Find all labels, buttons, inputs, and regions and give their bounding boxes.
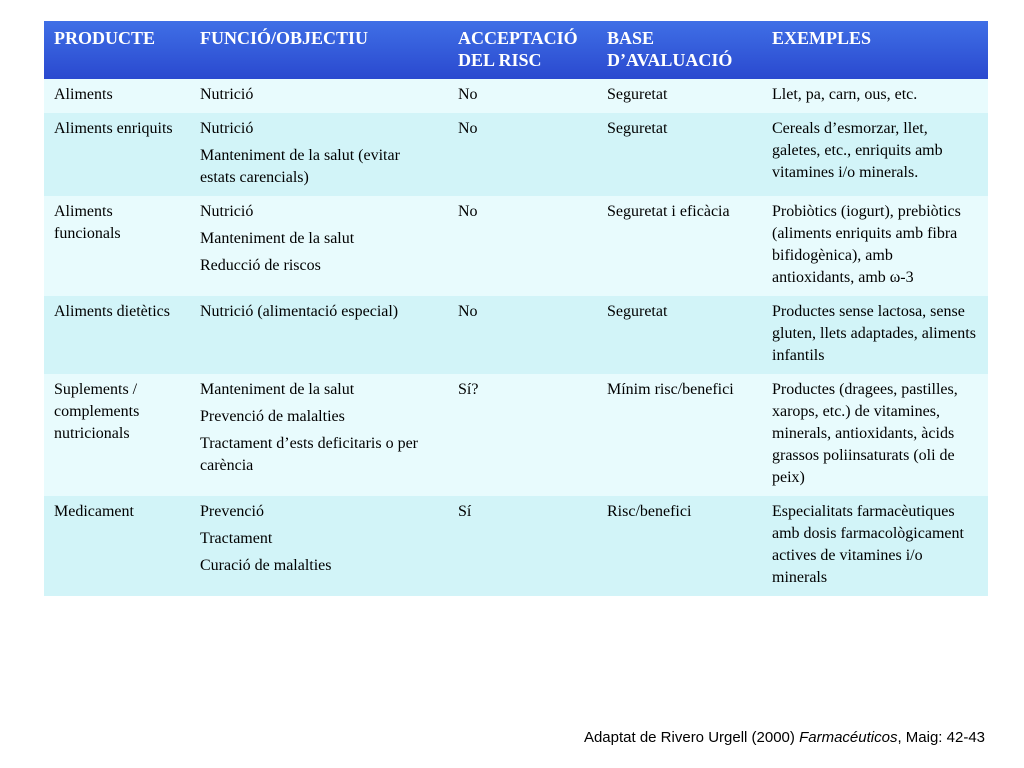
source-journal: Farmacéuticos (799, 729, 898, 746)
header-funcio-objectiu: FUNCIÓ/OBJECTIU (200, 28, 369, 48)
cell-exemples: Probiòtics (iogurt), prebiòtics (aliments enriquits amb fibra bifidogènica), amb antioxidants, amb ω-3 (762, 196, 988, 296)
funcio-item: Manteniment de la salut (evitar estats carencials) (200, 147, 400, 186)
funcio-item: Nutrició (200, 203, 254, 220)
cell-exemples: Productes sense lactosa, sense gluten, llets adaptades, aliments infantils (762, 296, 988, 374)
funcio-item: Tractament d’ests deficitaris o per carència (200, 435, 419, 474)
table-row (44, 296, 988, 374)
cell-funcio (190, 79, 448, 113)
funcio-item: Nutrició (alimentació especial) (200, 303, 399, 320)
cell-funcio (190, 496, 448, 596)
cell-exemples: Llet, pa, carn, ous, etc. (762, 79, 988, 113)
cell-funcio (190, 196, 448, 296)
cell-base: Seguretat (597, 79, 762, 113)
cell-funcio (190, 296, 448, 374)
cell-base: Mínim risc/benefici (597, 374, 762, 496)
cell-risc: No (448, 196, 597, 296)
header-acceptacio-risc: ACCEPTACIÓ DEL RISC (458, 28, 578, 70)
cell-base: Seguretat (597, 113, 762, 196)
table-row (44, 196, 988, 296)
table-row (44, 79, 988, 113)
table-row (44, 496, 988, 596)
cell-producte: Aliments enriquits (44, 113, 190, 196)
cell-base: Risc/benefici (597, 496, 762, 596)
table-row (44, 113, 988, 196)
header-exemples: EXEMPLES (772, 28, 872, 48)
funcio-item: Curació de malalties (200, 557, 332, 574)
source-prefix: Adaptat de Rivero Urgell (2000) (583, 729, 800, 746)
cell-producte: Aliments dietètics (44, 296, 190, 374)
cell-exemples: Productes (dragees, pastilles, xarops, etc.) de vitamines, minerals, antioxidants, àcids grassos poliinsaturats (oli de peix) (762, 374, 988, 496)
funcio-item: Tractament (200, 530, 273, 547)
cell-exemples: Cereals d’esmorzar, llet, galetes, etc., enriquits amb vitamines i/o minerals. (762, 113, 988, 196)
cell-funcio (190, 374, 448, 496)
cell-risc: Sí? (448, 374, 597, 496)
source-citation (555, 728, 985, 748)
cell-producte: Medicament (44, 496, 190, 596)
source-suffix: , Maig: 42-43 (897, 729, 985, 746)
cell-risc: No (448, 113, 597, 196)
cell-producte: Aliments funcionals (44, 196, 190, 296)
header-producte: PRODUCTE (54, 28, 156, 48)
cell-funcio (190, 113, 448, 196)
funcio-item: Manteniment de la salut (200, 230, 355, 247)
cell-base: Seguretat (597, 296, 762, 374)
cell-exemples: Especialitats farmacèutiques amb dosis farmacològicament actives de vitamines i/o minerals (762, 496, 988, 596)
cell-base: Seguretat i eficàcia (597, 196, 762, 296)
cell-risc: No (448, 79, 597, 113)
funcio-item: Nutrició (200, 120, 254, 137)
comparison-table (44, 21, 988, 596)
cell-producte: Suplements / complements nutricionals (44, 374, 190, 496)
funcio-item: Prevenció (200, 503, 264, 520)
header-row (44, 21, 988, 79)
funcio-item: Reducció de riscos (200, 257, 321, 274)
table-header (44, 21, 988, 79)
cell-risc: Sí (448, 496, 597, 596)
table-row (44, 374, 988, 496)
funcio-item: Nutrició (200, 86, 254, 103)
table-body (44, 79, 988, 596)
cell-risc: No (448, 296, 597, 374)
funcio-item: Prevenció de malalties (200, 408, 345, 425)
cell-producte: Aliments (44, 79, 190, 113)
funcio-item: Manteniment de la salut (200, 381, 355, 398)
header-base-avaluacio: BASE D’AVALUACIÓ (607, 28, 733, 70)
